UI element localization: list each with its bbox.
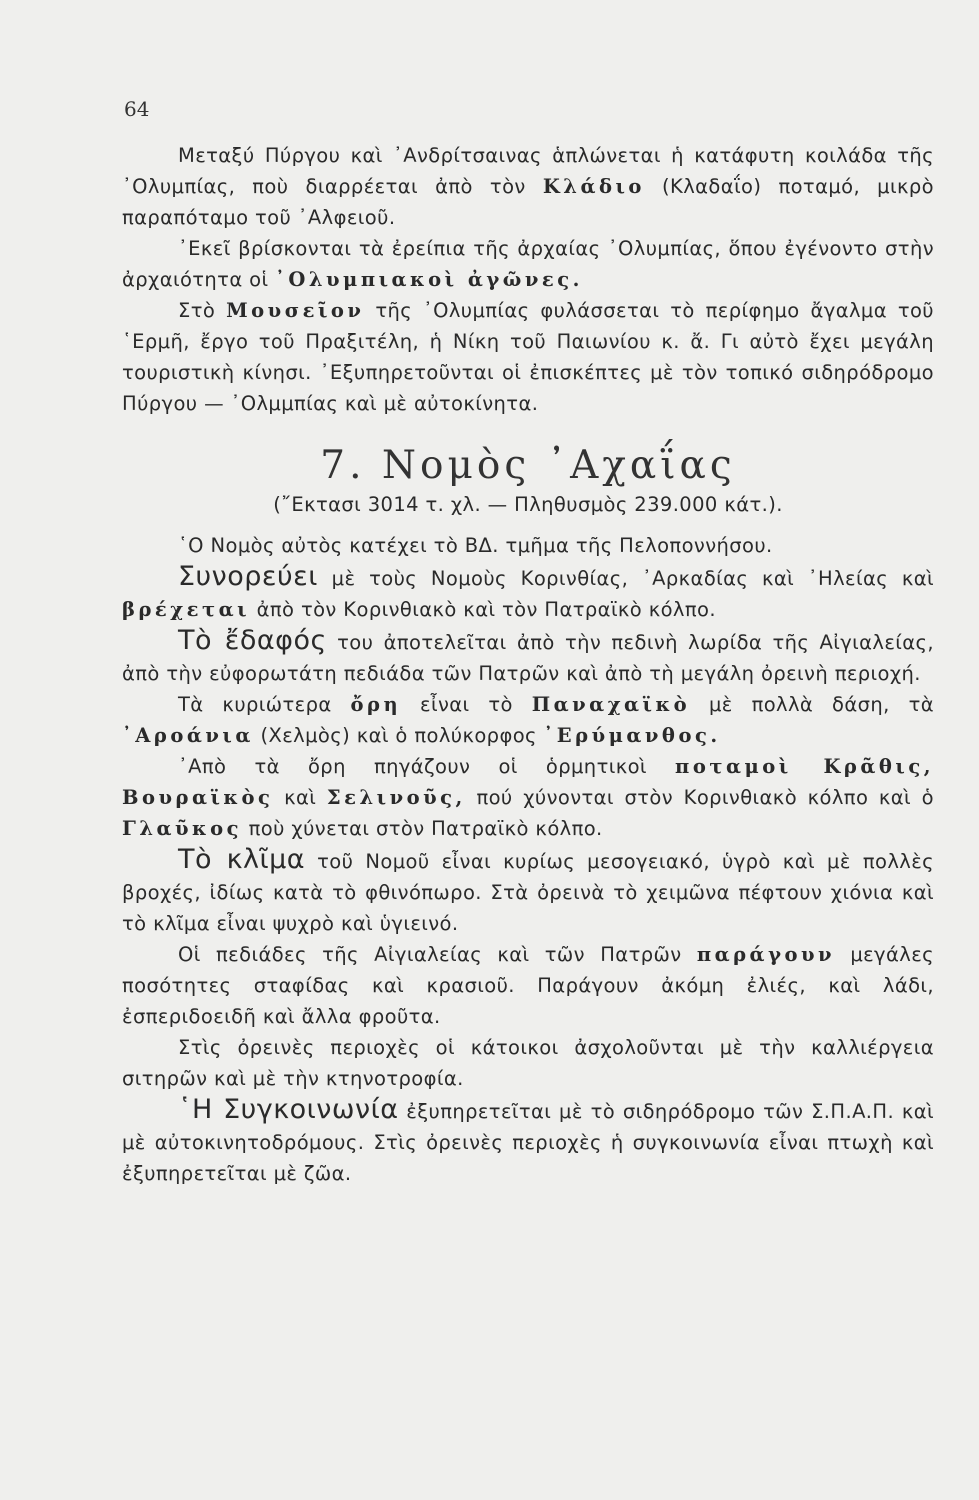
emphasis-washed: βρέχεται xyxy=(122,598,251,621)
paragraph-museum: Στὸ Μουσεῖον τῆς ᾿Ολυμπίας φυλάσσεται τὸ περίφημο ἄγαλμα τοῦ ῾Ερμῆ, ἔργο τοῦ Πραξιτέλη, ἡ Νίκη τοῦ Παιωνίου κ. ἄ. Γι αὐτὸ ἔχει μεγάλη τουριστικὴ κίνησι. ᾿Εξυπηρετοῦνται οἱ ἐπισκέπτες μὲ τὸν τοπικό σιδηρόδρομο Πύργου — ᾿Ολμμπίας καὶ μὲ αὐτοκίνητα. xyxy=(122,299,934,415)
emphasis-olympic-games: ᾿Ολυμπιακοὶ ἀγῶνες. xyxy=(275,268,583,291)
emphasis-borders: Συνορεύει xyxy=(178,561,318,592)
paragraph-mountain-occupations: Στὶς ὀρεινὲς περιοχὲς οἱ κάτοικοι ἀσχολοῦνται μὲ τὴν καλλιέργεια σιτηρῶν καὶ μὲ τὴν κτηνοτροφία. xyxy=(122,1036,934,1090)
paragraph-pyrgos-valley: Μεταξύ Πύργου καὶ ᾿Ανδρίτσαινας ἁπλώνεται ἡ κατάφυτη κοιλάδα τῆς ᾿Ολυμπίας, ποὺ διαρρέεται ἀπὸ τὸν Κλάδιο (Κλαδαΐο) ποταμό, μικρὸ παραπόταμο τοῦ ᾿Αλφειοῦ. xyxy=(122,144,934,229)
paragraph-rivers: ᾿Απὸ τὰ ὄρη πηγάζουν οἱ ὁρμητικοὶ ποταμοὶ Κρᾶθις, Βουραϊκὸς καὶ Σελινοῦς, πού χύνονται στὸν Κορινθιακὸ κόλπο καὶ ὁ Γλαῦκος ποὺ χύνεται στὸν Πατραϊκὸ κόλπο. xyxy=(122,755,934,840)
section-heading: 7. Νομὸς ᾿Αχαΐας xyxy=(320,443,736,488)
paragraph-terrain: Τὸ ἔδαφός του ἀποτελεῖται ἀπὸ τὴν πεδινὴ λωρίδα τῆς Αἰγιαλείας, ἀπὸ τὴν εὐφορωτάτη πεδιάδα τῶν Πατρῶν καὶ ἀπὸ τὴ μεγάλη ὀρεινὴ περιοχή. xyxy=(122,625,934,685)
paragraph-olympia-ruins: ᾿Εκεῖ βρίσκονται τὰ ἐρείπια τῆς ἀρχαίας ᾿Ολυμπίας, ὅπου ἐγένοντο στὴν ἀρχαιότητα οἱ ᾿Ολυμπιακοὶ ἀγῶνες. xyxy=(122,237,934,291)
paragraph-mountains: Τὰ κυριώτερα ὄρη εἶναι τὸ Παναχαϊκὸ μὲ πολλὰ δάση, τὰ ᾿Αροάνια (Χελμὸς) καὶ ὁ πολύκορφος ᾿Ερύμανθος. xyxy=(122,693,935,747)
paragraph-production: Οἱ πεδιάδες τῆς Αἰγιαλείας καὶ τῶν Πατρῶν παράγουν μεγάλες ποσότητες σταφίδας καὶ κρασιοῦ. Παράγουν ἀκόμη ἐλιές, καὶ λάδι, ἐσπεριδοειδῆ καὶ ἄλλα φροῦτα. xyxy=(122,943,934,1028)
paragraph-climate: Τὸ κλῖμα τοῦ Νομοῦ εἶναι κυρίως μεσογειακό, ὑγρὸ καὶ μὲ πολλὲς βροχές, ἰδίως κατὰ τὸ φθινόπωρο. Στὰ ὀρεινὰ τὸ χειμῶνα πέφτουν χιόνια καὶ τὸ κλῖμα εἶναι ψυχρὸ καὶ ὑγιεινό. xyxy=(122,844,934,935)
emphasis-museum: Μουσεῖον xyxy=(226,299,365,322)
emphasis-climate: Τὸ κλῖμα xyxy=(178,844,306,875)
emphasis-kladio: Κλάδιο xyxy=(542,175,645,198)
body-text xyxy=(122,140,934,1189)
emphasis-terrain: Τὸ ἔδαφός xyxy=(178,625,327,656)
paragraph-location: ῾Ο Νομὸς αὐτὸς κατέχει τὸ ΒΔ. τμῆμα τῆς Πελοποννήσου. xyxy=(178,534,773,557)
paragraph-transport: ῾Η Συγκοινωνία ἐξυπηρετεῖται μὲ τὸ σιδηρόδρομο τῶν Σ.Π.Α.Π. καὶ μὲ αὐτοκινητοδρόμους. Στὶς ὀρεινὲς περιοχὲς ἡ συγκοινωνία εἶναι πτωχὴ καὶ ἐξυπηρετεῖται μὲ ζῶα. xyxy=(122,1094,934,1185)
section-subheading: (῎Εκτασι 3014 τ. χλ. — Πληθυσμὸς 239.000 κάτ.). xyxy=(273,493,783,516)
paragraph-borders: Συνορεύει μὲ τοὺς Νομοὺς Κορινθίας, ᾿Αρκαδίας καὶ ᾿Ηλείας καὶ βρέχεται ἀπὸ τὸν Κορινθιακὸ καὶ τὸν Πατραϊκὸ κόλπο. xyxy=(122,561,934,621)
emphasis-transport: ῾Η Συγκοινωνία xyxy=(178,1094,399,1125)
page-number: 64 xyxy=(124,97,150,121)
